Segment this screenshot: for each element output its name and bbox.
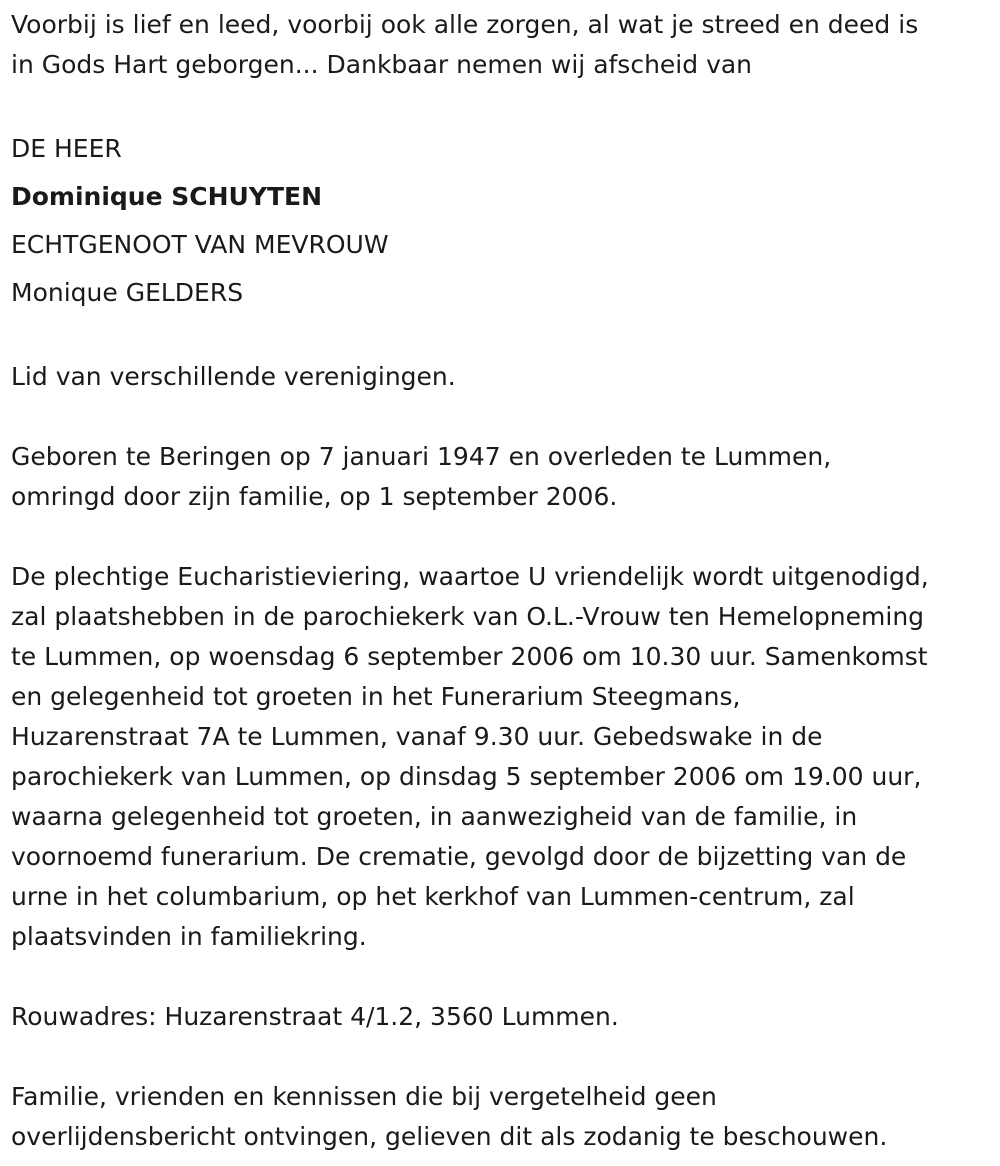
ceremony-line: Huzarenstraat 7A te Lummen, vanaf 9.30 uur. Gebedswake in de [11,722,823,751]
membership-line: Lid van verschillende verenigingen. [11,362,456,391]
ceremony-line: en gelegenheid tot groeten in het Funerarium Steegmans, [11,682,741,711]
ceremony-line: zal plaatshebben in de parochiekerk van O.L.-Vrouw ten Hemelopneming [11,602,925,631]
membership-text [11,357,996,397]
closing-line: Familie, vrienden en kennissen die bij vergetelheid geen [11,1082,717,1111]
spacer [11,517,996,557]
ceremony-line: urne in het columbarium, op het kerkhof van Lummen-centrum, zal [11,882,855,911]
ceremony-paragraph [11,557,996,957]
ceremony-line: waarna gelegenheid tot groeten, in aanwezigheid van de familie, in [11,802,858,831]
spacer [11,957,996,997]
deceased-name: Dominique SCHUYTEN [11,182,322,211]
birth-death-paragraph [11,437,996,517]
deceased-title: DE HEER [11,134,122,163]
birth-death-line: Geboren te Beringen op 7 januari 1947 en overleden te Lummen, [11,442,832,471]
opening-verse [11,5,996,85]
opening-line: Voorbij is lief en leed, voorbij ook alle zorgen, al wat je streed en deed is [11,10,919,39]
closing-paragraph [11,1077,996,1157]
deceased-relation: ECHTGENOOT VAN MEVROUW [11,230,389,259]
ceremony-line: De plechtige Eucharistieviering, waartoe U vriendelijk wordt uitgenodigd, [11,562,929,591]
spacer [11,317,996,357]
closing-line: overlijdensbericht ontvingen, gelieven dit als zodanig te beschouwen. [11,1122,888,1151]
deceased-block [11,125,996,317]
ceremony-line: te Lummen, op woensdag 6 september 2006 om 10.30 uur. Samenkomst [11,642,928,671]
obituary-notice [11,5,996,1157]
ceremony-line: plaatsvinden in familiekring. [11,922,367,951]
mourning-address [11,997,996,1037]
address-line: Rouwadres: Huzarenstraat 4/1.2, 3560 Lummen. [11,1002,619,1031]
ceremony-line: voornoemd funerarium. De crematie, gevolgd door de bijzetting van de [11,842,907,871]
spouse-name: Monique GELDERS [11,278,244,307]
opening-line: in Gods Hart geborgen... Dankbaar nemen wij afscheid van [11,50,753,79]
birth-death-line: omringd door zijn familie, op 1 september 2006. [11,482,618,511]
spacer [11,1037,996,1077]
ceremony-line: parochiekerk van Lummen, op dinsdag 5 september 2006 om 19.00 uur, [11,762,922,791]
spacer [11,397,996,437]
spacer [11,85,996,125]
